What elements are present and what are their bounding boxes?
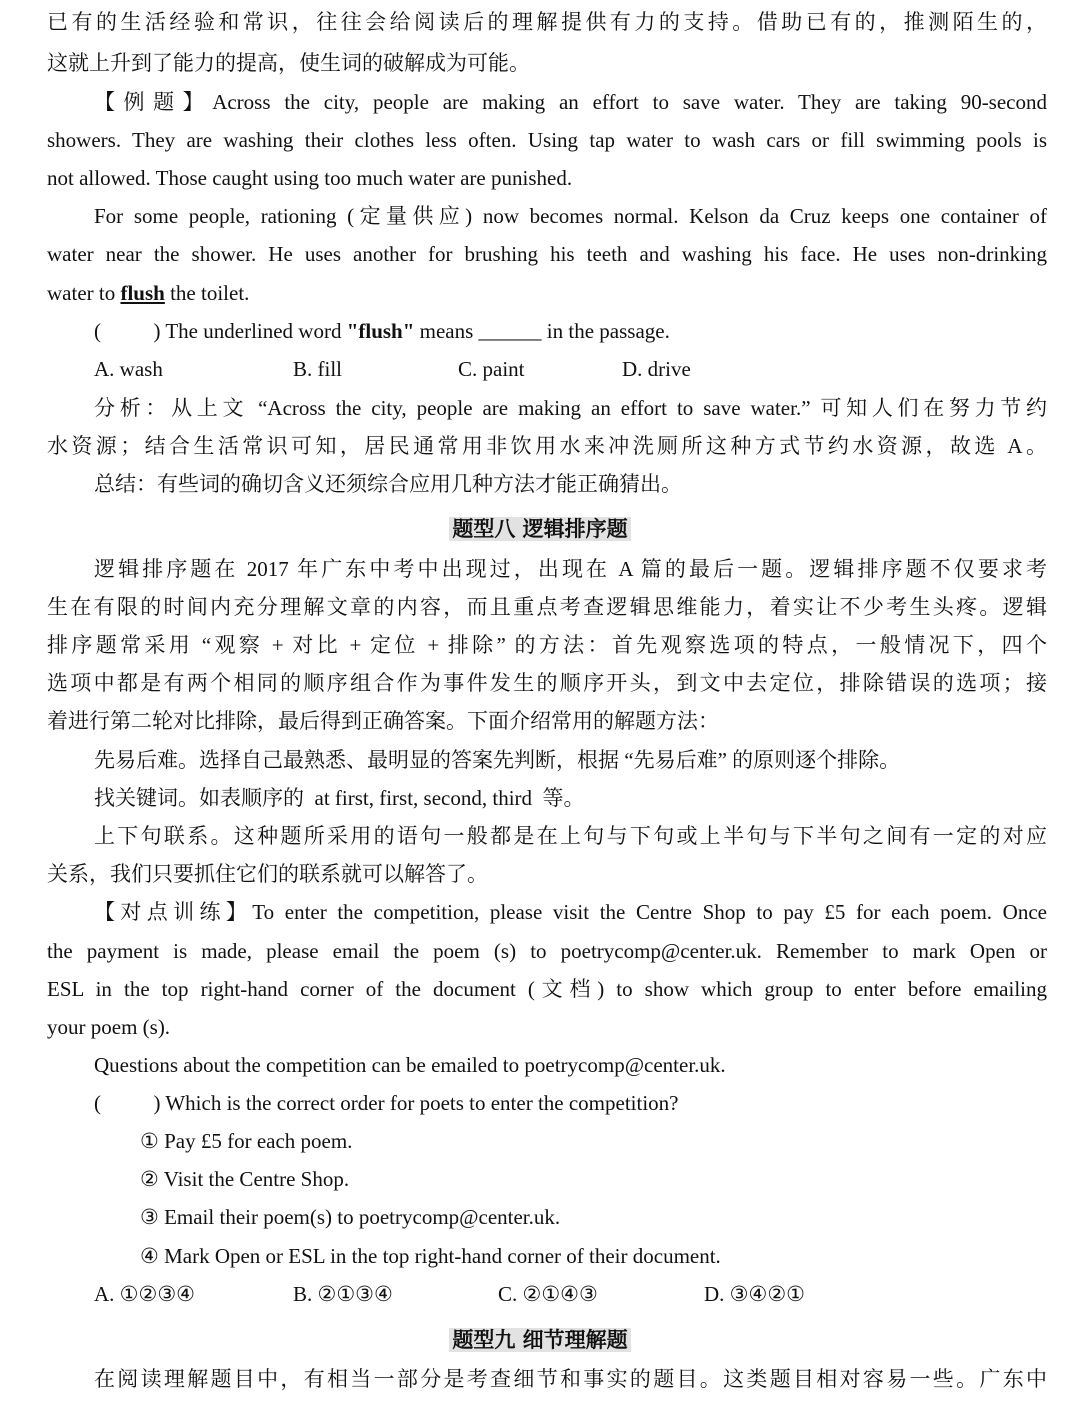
section-8-title-text: 题型八 逻辑排序题: [449, 517, 630, 541]
step-2: ② Visit the Centre Shop.: [140, 1167, 350, 1191]
training-line-4: your poem (s).: [47, 1015, 171, 1039]
step-3: ③ Email their poem(s) to poetrycomp@center.uk.: [140, 1205, 561, 1229]
example-line-4: For some people, rationing (定量供应) now becomes normal. Kelson da Cruz keeps one container of: [94, 204, 1047, 228]
step-1: ① Pay £5 for each poem.: [140, 1129, 353, 1153]
training-line-1: 【对点训练】To enter the competition, please visit the Centre Shop to pay £5 for each poem. Once: [94, 900, 1047, 924]
method-3-line-1: 上下句联系。这种题所采用的语句一般都是在上句与下句或上半句与下半句之间有一定的对应: [94, 824, 1047, 848]
example-line-6-post: the toilet.: [164, 281, 250, 305]
training-option-c: C. ②①④③: [498, 1282, 598, 1306]
example-question-post: means ______ in the passage.: [414, 319, 670, 343]
example-option-d: D. drive: [622, 357, 691, 381]
example-line-6-pre: water to: [47, 281, 121, 305]
step-4: ④ Mark Open or ESL in the top right-hand corner of their document.: [140, 1244, 721, 1268]
section-8-para-line-1: 逻辑排序题在 2017 年广东中考中出现过，出现在 A 篇的最后一题。逻辑排序题不仅要求考: [94, 557, 1047, 581]
training-question: ( ) Which is the correct order for poets to enter the competition?: [94, 1091, 679, 1115]
example-option-c: C. paint: [458, 357, 525, 381]
training-line-2: the payment is made, please email the poem (s) to poetrycomp@center.uk. Remember to mark Open or: [47, 939, 1047, 963]
section-8-para-line-3: 排序题常采用 “观察 + 对比 + 定位 + 排除” 的方法：首先观察选项的特点，一般情况下，四个: [47, 633, 1047, 657]
example-question-pre: ( ) The underlined word: [94, 319, 347, 343]
example-question: [94, 318, 1047, 344]
method-3-line-2: 关系，我们只要抓住它们的联系就可以解答了。: [47, 862, 488, 886]
section-8-title: [0, 516, 1080, 542]
section-8-para-line-4: 选项中都是有两个相同的顺序组合作为事件发生的顺序开头，到文中去定位，排除错误的选项；接: [47, 671, 1047, 695]
section-9-title-text: 题型九 细节理解题: [449, 1328, 630, 1352]
example-line-2: showers. They are washing their clothes less often. Using tap water to wash cars or fill swimming pools is: [47, 128, 1047, 152]
training-line-3: ESL in the top right-hand corner of the document (文档) to show which group to enter before emailing: [47, 977, 1047, 1001]
example-line-1: 【例题】Across the city, people are making an effort to save water. They are taking 90-second: [94, 90, 1047, 114]
example-line-3: not allowed. Those caught using too much water are punished.: [47, 166, 573, 190]
section-9-para-line-1: 在阅读理解题目中，有相当一部分是考查细节和事实的题目。这类题目相对容易一些。广东中: [94, 1367, 1047, 1391]
method-2: 找关键词。如表顺序的 at first, first, second, third 等。: [94, 786, 585, 810]
example-line-5: water near the shower. He uses another for brushing his teeth and washing his face. He uses non-drinking: [47, 242, 1047, 266]
method-1: 先易后难。选择自己最熟悉、最明显的答案先判断，根据 “先易后难” 的原则逐个排除。: [94, 748, 901, 772]
training-option-d: D. ③④②①: [704, 1282, 805, 1306]
example-question-word: "flush": [346, 319, 415, 343]
analysis-line-1: 分析：从上文 “Across the city, people are making an effort to save water.” 可知人们在努力节约: [94, 396, 1047, 420]
example-option-b: B. fill: [293, 357, 343, 381]
example-line-6: [47, 280, 1047, 306]
intro-line-1: 已有的生活经验和常识，往往会给阅读后的理解提供有力的支持。借助已有的，推测陌生的，: [47, 10, 1047, 34]
training-option-a: A. ①②③④: [94, 1282, 195, 1306]
training-line-5: Questions about the competition can be emailed to poetrycomp@center.uk.: [94, 1053, 726, 1077]
intro-line-2: 这就上升到了能力的提高，使生词的破解成为可能。: [47, 51, 530, 75]
section-8-para-line-2: 生在有限的时间内充分理解文章的内容，而且重点考查逻辑思维能力，着实让不少考生头疼。逻辑: [47, 595, 1047, 619]
analysis-line-2: 水资源；结合生活常识可知，居民通常用非饮用水来冲洗厕所这种方式节约水资源，故选 A。: [47, 434, 1047, 458]
example-option-a: A. wash: [94, 357, 163, 381]
summary-line: 总结：有些词的确切含义还须综合应用几种方法才能正确猜出。: [94, 472, 682, 496]
underlined-word-flush: flush: [120, 281, 165, 305]
section-8-para-line-5: 着进行第二轮对比排除，最后得到正确答案。下面介绍常用的解题方法：: [47, 709, 719, 733]
section-9-title: [0, 1327, 1080, 1353]
training-option-b: B. ②①③④: [293, 1282, 393, 1306]
